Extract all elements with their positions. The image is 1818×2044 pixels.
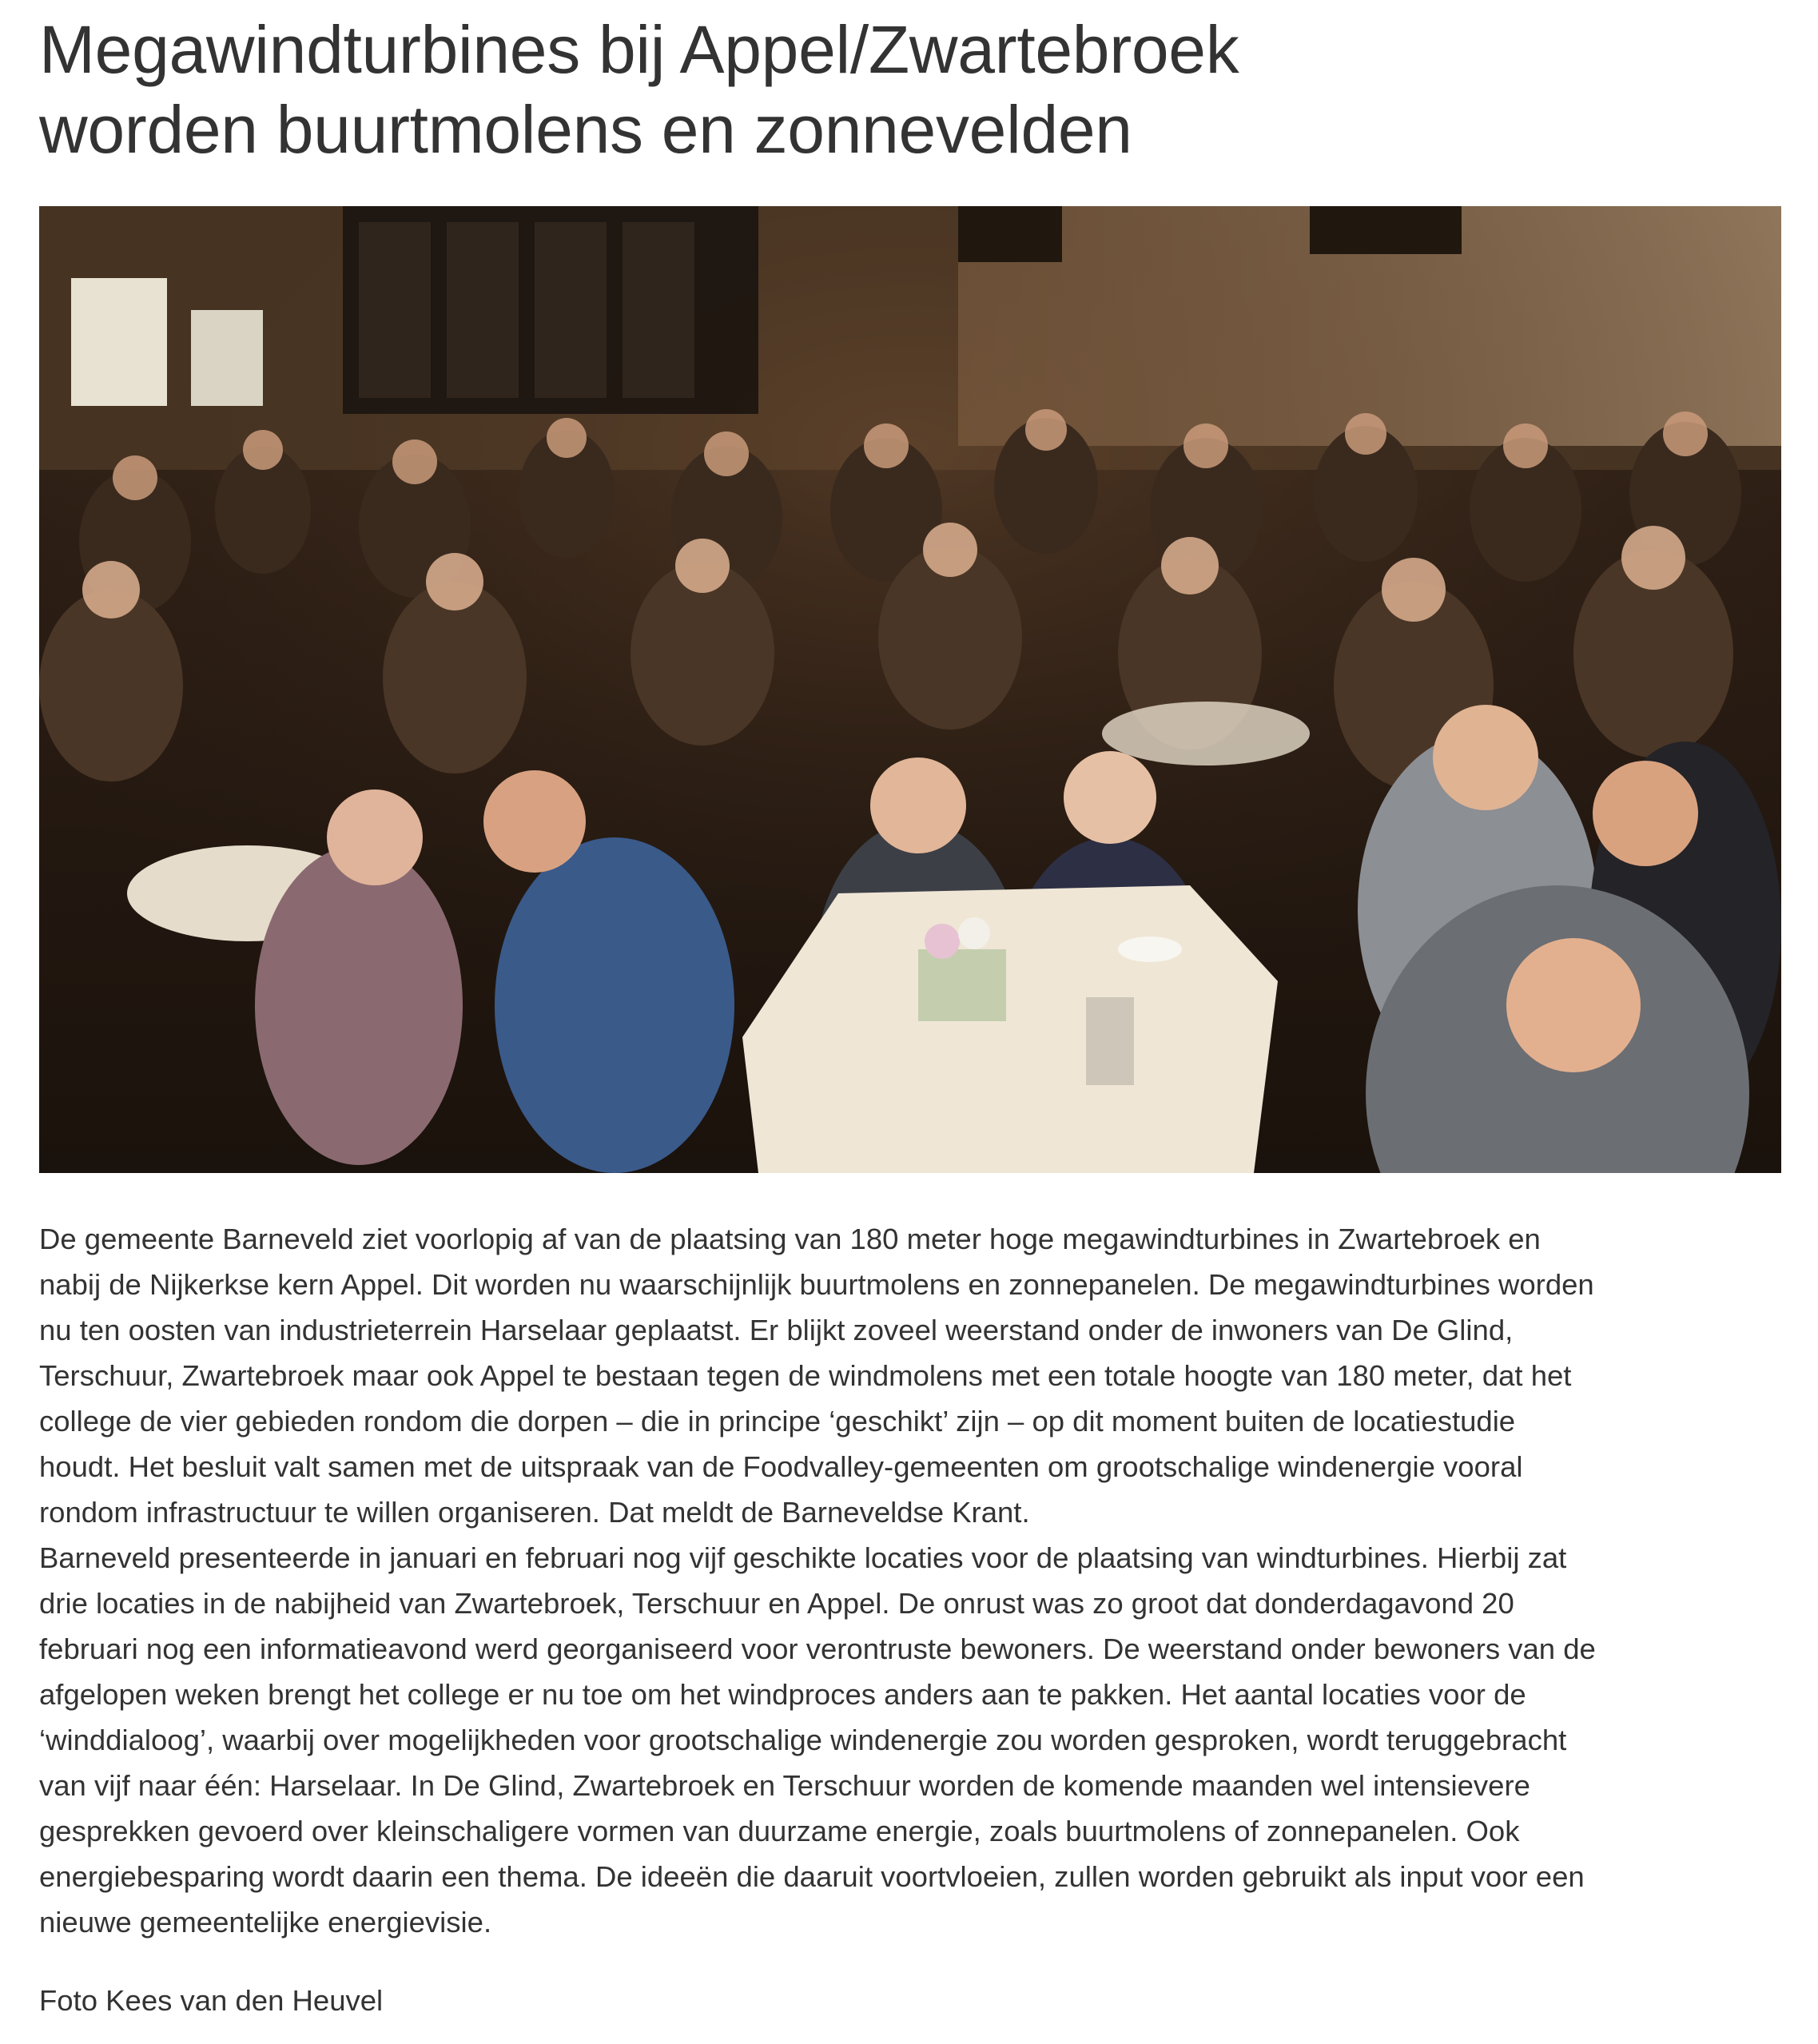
headline-line-1: Megawindturbines bij Appel/Zwartebroek xyxy=(39,12,1239,87)
paragraph-2 xyxy=(39,1535,1789,1945)
paragraph-1-line: college de vier gebieden rondom die dorpen – die in principe ‘geschikt’ zijn – op dit moment buiten de locatiestudie xyxy=(39,1405,1516,1438)
paragraph-1-line: Terschuur, Zwartebroek maar ook Appel te bestaan tegen de windmolens met een totale hoogte van 180 meter, dat het xyxy=(39,1359,1572,1392)
article xyxy=(39,0,1781,2017)
paragraph-1-line: houdt. Het besluit valt samen met de uitspraak van de Foodvalley-gemeenten om grootschalige windenergie vooral xyxy=(39,1450,1523,1483)
paragraph-1 xyxy=(39,1216,1789,1535)
paragraph-2-line: gesprekken gevoerd over kleinschaligere vormen van duurzame energie, zoals buurtmolens of zonnepanelen. Ook xyxy=(39,1815,1520,1847)
paragraph-1-line: rondom infrastructuur te willen organiseren. Dat meldt de Barneveldse Krant. xyxy=(39,1496,1030,1529)
paragraph-2-line: Barneveld presenteerde in januari en februari nog vijf geschikte locaties voor de plaatsing van windturbines. Hierbij zat xyxy=(39,1541,1567,1574)
paragraph-1-line: nabij de Nijkerkse kern Appel. Dit worden nu waarschijnlijk buurtmolens en zonnepanelen. De megawindturbines worden xyxy=(39,1268,1594,1301)
paragraph-2-line: afgelopen weken brengt het college er nu toe om het windproces anders aan te pakken. Het aantal locaties voor de xyxy=(39,1678,1526,1711)
paragraph-1-line: De gemeente Barneveld ziet voorlopig af van de plaatsing van 180 meter hoge megawindturbines in Zwartebroek en xyxy=(39,1223,1541,1255)
article-headline xyxy=(39,0,1781,169)
paragraph-2-line: energiebesparing wordt daarin een thema. De ideeën die daaruit voortvloeien, zullen worden gebruikt als input voor een xyxy=(39,1860,1585,1893)
photo-credit: Foto Kees van den Heuvel xyxy=(39,1984,384,2017)
paragraph-2-line: februari nog een informatieavond werd georganiseerd voor verontruste bewoners. De weerstand onder bewoners van de xyxy=(39,1632,1596,1665)
paragraph-2-line: van vijf naar één: Harselaar. In De Glind, Zwartebroek en Terschuur worden de komende maanden wel intensievere xyxy=(39,1769,1530,1802)
paragraph-2-line: drie locaties in de nabijheid van Zwartebroek, Terschuur en Appel. De onrust was zo groot dat donderdagavond 20 xyxy=(39,1587,1514,1620)
paragraph-1-line: nu ten oosten van industrieterrein Harselaar geplaatst. Er blijkt zoveel weerstand onder de inwoners van De Glind, xyxy=(39,1314,1514,1346)
paragraph-2-line: nieuwe gemeentelijke energievisie. xyxy=(39,1906,492,1939)
headline-line-2: worden buurtmolens en zonnevelden xyxy=(39,92,1132,167)
article-body xyxy=(39,1216,1789,1945)
article-photo xyxy=(39,206,1781,1173)
paragraph-2-line: ‘winddialoog’, waarbij over mogelijkheden voor grootschalige windenergie zou worden gesproken, wordt teruggebracht xyxy=(39,1724,1567,1756)
